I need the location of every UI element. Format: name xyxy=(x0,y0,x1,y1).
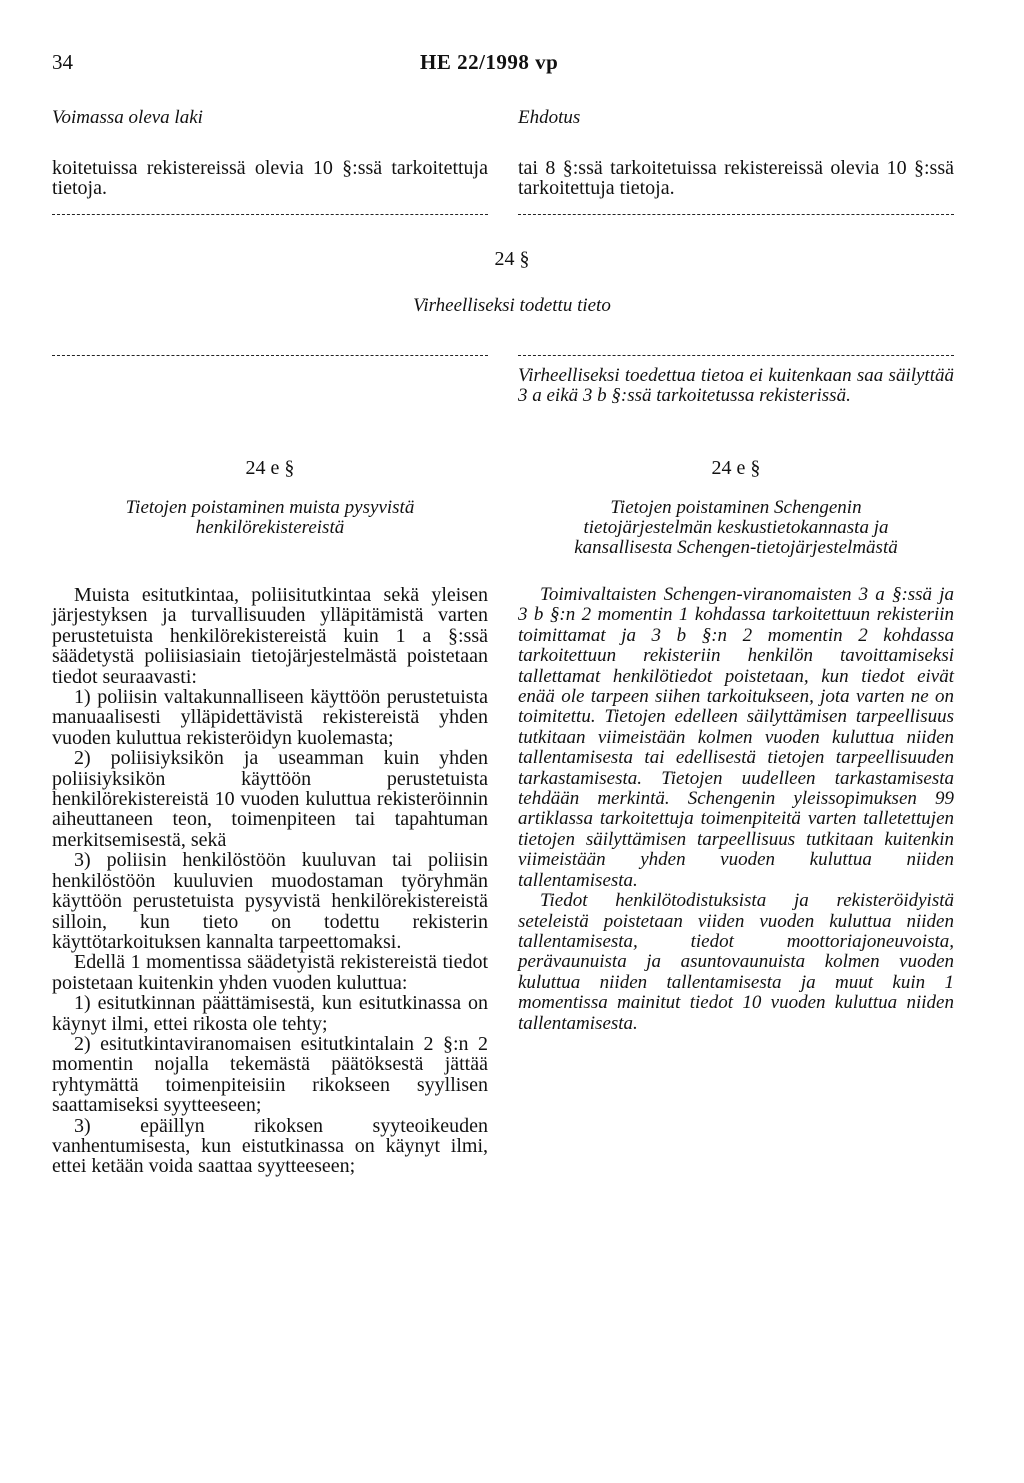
right-paragraph: Tiedot henkilötodistuksista ja rekisteröidyistä seteleistä poistetaan viiden vuoden kuluttua niiden tallentamisesta, tiedot moottoriajoneuvoista, perävaunuista ja asuntovaunuista kolmen vuoden kuluttua niiden tallentamisesta ja muut kuin 1 momentissa mainitut tiedot 10 vuoden kuluttua niiden tallentamisesta. xyxy=(518,890,954,1034)
right-paragraph: Toimivaltaisten Schengen-viranomaisten 3 a §:ssä ja 3 b §:n 2 momentin 1 kohdassa tarkoitettuun rekisteriin toimittamat ja 3 b §:n 2 momentin 2 kohdassa tarkoitettuun rekisteriin henkilön tavoittamiseksi tallettamat henkilötiedot poistetaan, kun tiedot eivät enää ole tarpeen siihen tarkoitukseen, jota varten ne on toimitettu. Tietojen edelleen säilyttämisen tarpeellisuus tutkitaan viimeistään kolmen vuoden kuluttua niiden tallentamisesta tai edellisestä tietojen tarpeellisuuden tarkastamisesta. Tietojen uudelleen tarkastamisesta tehdään merkintä. Schengenin yleissopimuksen 99 artiklassa tarkoitettuja toimenpiteitä varten talletettujen tietojen säilyttämisen tarpeellisuus tutkitaan kuitenkin viimeistään yhden vuoden kuluttua niiden tallentamisesta. xyxy=(518,584,954,891)
left-paragraph: Muista esitutkintaa, poliisitutkintaa sekä yleisen järjestyksen ja turvallisuuden ylläpitämistä varten perustetuista henkilörekistereistä kuin 1 a §:ssä säädetystä poliisiasiain tietojärjestelmästä poistetaan tiedot seuraavasti: xyxy=(52,584,488,688)
left-paragraph: 1) esitutkinnan päättämisestä, kun esitutkinassa on käynyt ilmi, ettei rikosta ole tehty; xyxy=(52,992,488,1035)
left-paragraph: 3) epäillyn rikoksen syyteoikeuden vanhentumisesta, kun eistutkinassa on käynyt ilmi, ettei ketään voida saattaa syytteeseen; xyxy=(52,1114,488,1178)
right-divider-mid xyxy=(518,355,954,356)
section-24e-left-title-line-1: Tietojen poistaminen muista pysyvistä xyxy=(125,497,415,518)
right-column-heading: Ehdotus xyxy=(518,107,581,128)
left-paragraph: 2) esitutkintaviranomaisen esitutkintalain 2 §:n 2 momentin nojalla tekemästä päätöksestä jättää ryhtymättä toimenpiteisiin rikokseen syyllisen saattamiseksi syytteeseen; xyxy=(52,1032,488,1117)
left-divider-mid xyxy=(52,355,488,356)
right-divider-top xyxy=(518,214,954,215)
section-24e-left-body xyxy=(52,585,488,1177)
document-title: HE 22/1998 vp xyxy=(420,50,559,74)
section-24e-left-title-line-2: henkilörekistereistä xyxy=(195,517,345,538)
left-paragraph: 2) poliisiyksikön ja useamman kuin yhden poliisiyksikön käyttöön perustetuista henkilörekistereistä 10 vuoden kuluttua rekisteröinnin aiheuttaneen teon, toimenpiteen tai tapahtuman merkitsemisestä, sekä xyxy=(52,747,488,851)
left-paragraph: 1) poliisin valtakunnalliseen käyttöön perustetuista manuaalisesti ylläpidettävistä rekistereistä yhden vuoden kuluttua rekisteröidyn kuolemasta; xyxy=(52,686,488,749)
section-24e-left-number: 24 e § xyxy=(245,457,295,479)
right-top-text: tai 8 §:ssä tarkoitetuissa rekistereissä olevia 10 §:ssä tarkoitettuja tietoja. xyxy=(518,157,954,200)
section-24e-left-title xyxy=(52,498,488,538)
section-24e-right-number: 24 e § xyxy=(711,457,761,479)
section-24e-right-title-line-1: Tietojen poistaminen Schengenin xyxy=(610,497,862,518)
section-24e-right-body xyxy=(518,585,954,1034)
section-24e-right-title-line-3: kansallisesta Schengen-tietojärjestelmästä xyxy=(574,537,898,558)
left-column-heading: Voimassa oleva laki xyxy=(52,107,203,128)
section-24-right-text: Virheelliseksi toedettua tietoa ei kuitenkaan saa säilyttää 3 a eikä 3 b §:ssä tarkoitetussa rekisterissä. xyxy=(518,365,954,407)
section-24e-right-title xyxy=(518,498,954,558)
left-paragraph: Edellä 1 momentissa säädetyistä rekistereistä tiedot poistetaan kuitenkin yhden vuoden kuluttua: xyxy=(52,951,488,994)
page-number: 34 xyxy=(52,50,73,74)
section-24e-right-title-line-2: tietojärjestelmän keskustietokannasta ja xyxy=(583,517,889,538)
section-24-title: Virheelliseksi todettu tieto xyxy=(413,295,611,316)
left-paragraph: 3) poliisin henkilöstöön kuuluvan tai poliisin henkilöstöön kuuluvien muodostaman työryhmän käyttöön perustetuista pysyvistä henkilörekistereistä silloin, kun tieto on todettu rekisterin käyttötarkoituksen kannalta tarpeettomaksi. xyxy=(52,849,488,953)
left-top-text: koitetuissa rekistereissä olevia 10 §:ssä tarkoitettuja tietoja. xyxy=(52,157,488,200)
section-24-number: 24 § xyxy=(494,248,530,270)
left-divider-top xyxy=(52,214,488,215)
